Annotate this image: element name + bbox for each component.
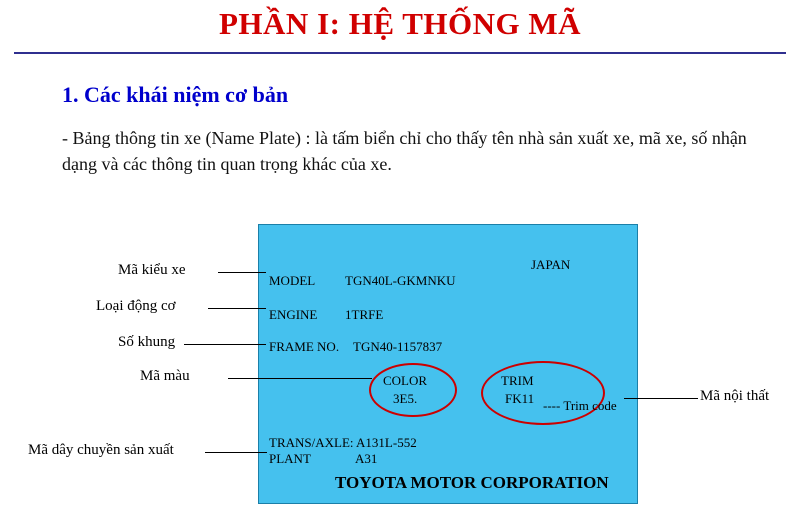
- section-heading: 1. Các khái niệm cơ bản: [62, 82, 289, 107]
- leader-line-interior-code: [624, 398, 698, 399]
- plate-plant-label: PLANT: [269, 451, 311, 466]
- leader-line-frame-number: [184, 344, 266, 345]
- plate-frame-label: FRAME NO.: [269, 339, 340, 354]
- plate-engine-label: ENGINE: [269, 307, 318, 322]
- callout-engine-type: Loại động cơ: [96, 298, 176, 314]
- leader-line-engine-type: [208, 308, 266, 309]
- color-highlight-ellipse: [369, 363, 457, 417]
- leader-line-model-code: [218, 272, 266, 273]
- plate-model-value: TGN40L-GKMNKU: [345, 273, 456, 288]
- plate-plant-value: A31: [355, 451, 378, 466]
- plate-trim-label: TRIM: [501, 373, 534, 388]
- callout-frame-number: Số khung: [118, 334, 176, 350]
- plate-model-label: MODEL: [269, 273, 316, 288]
- plate-corporation: TOYOTA MOTOR CORPORATION: [335, 473, 609, 492]
- body-paragraph: - Bảng thông tin xe (Name Plate) : là tấm biển chỉ cho thấy tên nhà sản xuất xe, mã xe, số nhận dạng và các thông tin quan trọng khác của xe.: [62, 128, 747, 175]
- name-plate: [258, 224, 638, 504]
- callout-plant-line-code: Mã dây chuyền sản xuất: [28, 442, 174, 458]
- plate-trans-axle: TRANS/AXLE: A131L-552: [269, 435, 417, 450]
- title-divider: [14, 52, 786, 54]
- plate-country: JAPAN: [531, 257, 571, 272]
- trim-highlight-ellipse: [481, 361, 605, 425]
- plate-trim-value: FK11: [505, 391, 535, 406]
- plate-engine-value: 1TRFE: [345, 307, 384, 322]
- callout-model-code: Mã kiểu xe: [118, 262, 186, 278]
- page-title: PHẦN I: HỆ THỐNG MÃ: [219, 6, 581, 41]
- callout-color-code: Mã màu: [140, 368, 190, 384]
- plate-trim-code-note: ---- Trim code: [543, 398, 617, 413]
- plate-color-value: 3E5.: [393, 391, 418, 406]
- leader-line-color-code: [228, 378, 372, 379]
- callout-interior-code: Mã nội thất: [700, 388, 770, 404]
- plate-frame-value: TGN40-1157837: [353, 339, 443, 354]
- plate-color-label: COLOR: [383, 373, 428, 388]
- leader-line-plant-code: [205, 452, 267, 453]
